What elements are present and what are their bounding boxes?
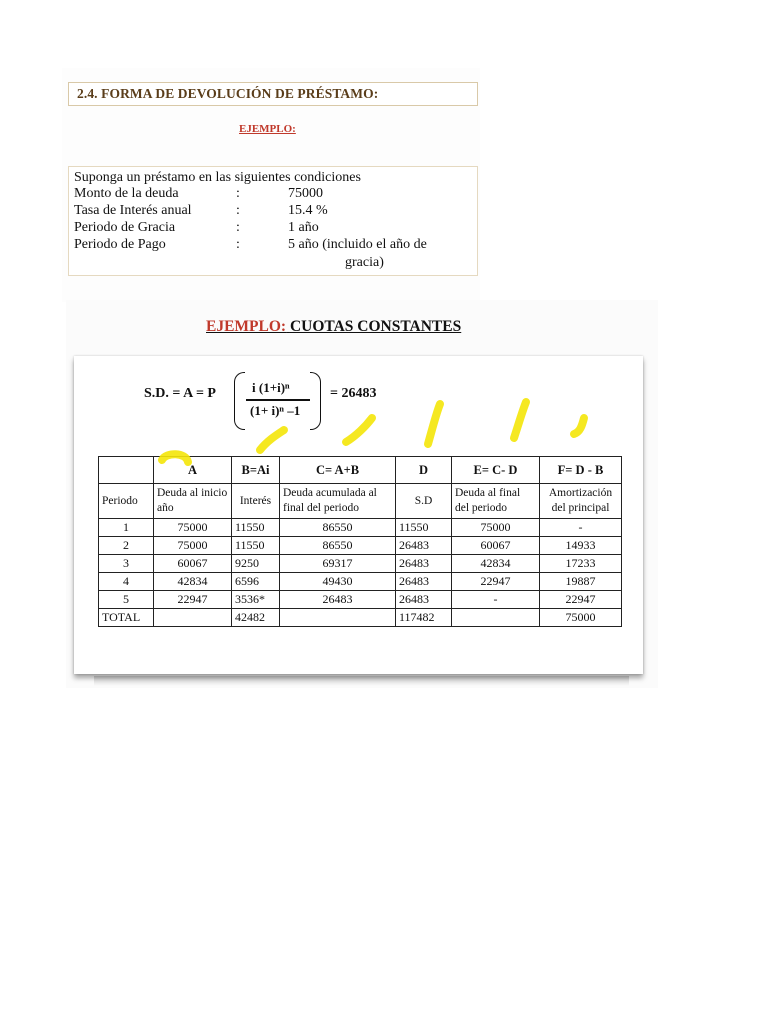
table-cell: 1 bbox=[99, 519, 154, 537]
condition-value: 5 año (incluido el año de bbox=[288, 237, 427, 252]
table-description: Amortización del principal bbox=[540, 484, 622, 519]
table-cell: 6596 bbox=[232, 573, 280, 591]
table-cell: 75000 bbox=[452, 519, 540, 537]
table-cell: 117482 bbox=[396, 609, 452, 627]
section-title-box bbox=[68, 82, 478, 106]
highlighter-marks bbox=[74, 356, 643, 674]
ejemplo-label: EJEMPLO: bbox=[239, 123, 296, 135]
table-description: S.D bbox=[396, 484, 452, 519]
formula-lhs: S.D. = A = P bbox=[144, 386, 216, 401]
table-cell: 22947 bbox=[452, 573, 540, 591]
table-cell: - bbox=[452, 591, 540, 609]
table-cell: 22947 bbox=[540, 591, 622, 609]
formula-denominator: (1+ i)ⁿ –1 bbox=[250, 403, 301, 418]
table-description: Interés bbox=[232, 484, 280, 519]
condition-colon: : bbox=[236, 220, 240, 235]
condition-value: 1 año bbox=[288, 220, 319, 235]
table-description: Deuda al inicio año bbox=[154, 484, 232, 519]
table-cell: 75000 bbox=[154, 519, 232, 537]
highlight-mark-e bbox=[514, 402, 526, 438]
table-cell: 11550 bbox=[232, 537, 280, 555]
table-cell: 11550 bbox=[232, 519, 280, 537]
example-title: CUOTAS CONSTANTES bbox=[289, 318, 462, 335]
table-header: C= A+B bbox=[280, 457, 396, 484]
table-cell: 42834 bbox=[452, 555, 540, 573]
highlight-mark-c bbox=[346, 418, 372, 442]
condition-label: Periodo de Pago bbox=[74, 237, 166, 252]
table-cell: 4 bbox=[99, 573, 154, 591]
condition-value: 75000 bbox=[288, 186, 323, 201]
table-cell: 42834 bbox=[154, 573, 232, 591]
table-header: D bbox=[396, 457, 452, 484]
table-cell: 60067 bbox=[154, 555, 232, 573]
table-header: B=Ai bbox=[232, 457, 280, 484]
table-cell: 69317 bbox=[280, 555, 396, 573]
table-header: E= C- D bbox=[452, 457, 540, 484]
table-cell: 3536* bbox=[232, 591, 280, 609]
table-cell: 11550 bbox=[396, 519, 452, 537]
table-cell: 5 bbox=[99, 591, 154, 609]
table-cell: 86550 bbox=[280, 537, 396, 555]
condition-label: Tasa de Interés anual bbox=[74, 203, 192, 218]
condition-colon: : bbox=[236, 237, 240, 252]
table-cell: 2 bbox=[99, 537, 154, 555]
highlight-mark-d bbox=[428, 404, 440, 444]
table-cell: 22947 bbox=[154, 591, 232, 609]
table-cell: 86550 bbox=[280, 519, 396, 537]
table-cell: 17233 bbox=[540, 555, 622, 573]
table-cell: 3 bbox=[99, 555, 154, 573]
table-header: F= D - B bbox=[540, 457, 622, 484]
table-description: Periodo bbox=[99, 484, 154, 519]
table-cell: 26483 bbox=[396, 537, 452, 555]
condition-label: Monto de la deuda bbox=[74, 186, 179, 201]
table-cell: 75000 bbox=[154, 537, 232, 555]
table-description: Deuda al final del periodo bbox=[452, 484, 540, 519]
highlight-mark-b bbox=[260, 430, 284, 450]
table-cell: TOTAL bbox=[99, 609, 154, 627]
table-cell: 26483 bbox=[280, 591, 396, 609]
table-cell: 60067 bbox=[452, 537, 540, 555]
table-description: Deuda acumulada al final del periodo bbox=[280, 484, 396, 519]
highlight-mark-f bbox=[574, 418, 584, 434]
table-header: A bbox=[154, 457, 232, 484]
condition-continuation: gracia) bbox=[345, 255, 384, 270]
condition-colon: : bbox=[236, 186, 240, 201]
table-cell: 26483 bbox=[396, 591, 452, 609]
condition-value: 15.4 % bbox=[288, 203, 328, 218]
example-panel bbox=[74, 356, 643, 674]
table-cell: 26483 bbox=[396, 573, 452, 591]
table-cell: 75000 bbox=[540, 609, 622, 627]
table-cell: 9250 bbox=[232, 555, 280, 573]
conditions-intro: Suponga un préstamo en las siguientes condiciones bbox=[74, 170, 361, 185]
table-cell: 19887 bbox=[540, 573, 622, 591]
example-heading bbox=[206, 318, 461, 336]
slide-forma-devolucion bbox=[62, 68, 480, 302]
condition-label: Periodo de Gracia bbox=[74, 220, 176, 235]
condition-colon: : bbox=[236, 203, 240, 218]
section-title: 2.4. FORMA DE DEVOLUCIÓN DE PRÉSTAMO: bbox=[77, 86, 379, 101]
formula-numerator: i (1+i)ⁿ bbox=[252, 380, 290, 395]
table-cell: 26483 bbox=[396, 555, 452, 573]
table-cell: - bbox=[540, 519, 622, 537]
table-cell: 14933 bbox=[540, 537, 622, 555]
example-label: EJEMPLO: bbox=[206, 318, 287, 335]
table-cell: 49430 bbox=[280, 573, 396, 591]
formula-result: = 26483 bbox=[330, 386, 377, 401]
slide-cuotas-constantes bbox=[66, 300, 658, 688]
table-cell: 42482 bbox=[232, 609, 280, 627]
highlight-mark-a bbox=[162, 454, 188, 462]
conditions-box bbox=[68, 166, 478, 276]
